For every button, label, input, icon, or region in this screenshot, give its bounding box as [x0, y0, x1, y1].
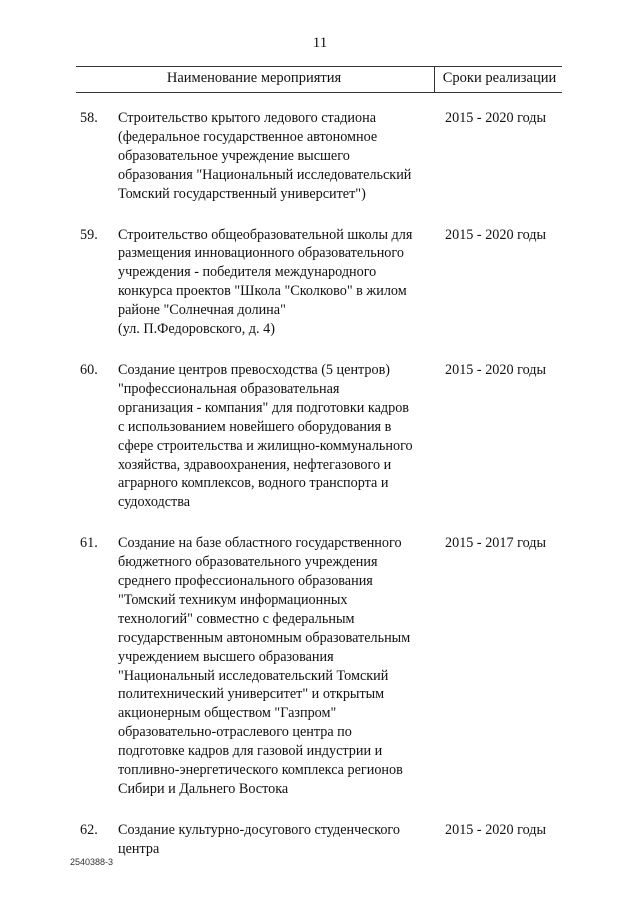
list-item	[80, 361, 560, 512]
page-number: 11	[312, 35, 328, 51]
description-line: хозяйства, здравоохранения, нефтегазового и	[118, 456, 392, 473]
description-line: учреждения - победителя международного	[118, 264, 377, 281]
description-line: акционерным обществом "Газпром"	[118, 705, 337, 722]
column-header-name: Наименование мероприятия	[166, 70, 342, 86]
table-header	[76, 66, 562, 93]
description-line: бюджетного образовательного учреждения	[118, 554, 378, 571]
description-line: Сибири и Дальнего Востока	[118, 781, 289, 797]
list-item	[80, 534, 560, 799]
description-line: топливно-энергетического комплекса регионов	[118, 762, 403, 779]
description-line: Создание центров превосходства (5 центров)	[118, 361, 391, 378]
description-line: Строительство крытого ледового стадиона	[118, 110, 377, 126]
item-description	[118, 534, 438, 799]
item-description	[118, 361, 438, 512]
item-description	[118, 821, 438, 859]
item-description	[118, 226, 438, 339]
description-line: образовательное учреждение высшего	[118, 147, 350, 164]
description-line: с использованием новейшего оборудования в	[118, 418, 392, 435]
description-line: среднего профессионального образования	[118, 573, 373, 590]
item-number: 62.	[80, 821, 98, 838]
description-line: организация - компания" для подготовки кадров	[118, 399, 409, 416]
description-line: технологий" совместно с федеральным	[118, 610, 355, 627]
list-item	[80, 226, 560, 339]
description-line: размещения инновационного образовательного	[118, 245, 404, 262]
description-line: конкурса проектов "Школа "Сколково" в жилом	[118, 283, 407, 300]
description-line: аграрного комплексов, водного транспорта и	[118, 475, 389, 492]
description-line: судоходства	[118, 494, 191, 511]
column-divider	[434, 67, 435, 92]
description-line: образования "Национальный исследовательский	[118, 166, 412, 183]
description-line: Томский государственный университет")	[118, 185, 366, 202]
list-item	[80, 109, 560, 204]
description-line: "профессиональная образовательная	[118, 380, 340, 397]
item-number: 59.	[80, 226, 98, 243]
item-description	[118, 109, 438, 204]
item-term: 2015 - 2020 годы	[445, 361, 547, 378]
description-line: сфере строительства и жилищно-коммунального	[118, 437, 413, 454]
item-term: 2015 - 2020 годы	[445, 821, 547, 838]
description-line: (федеральное государственное автономное	[118, 128, 378, 145]
list-item	[80, 821, 560, 859]
description-line: (ул. П.Федоровского, д. 4)	[118, 321, 275, 338]
description-line: образовательно-отраслевого центра по	[118, 724, 352, 741]
description-line: районе "Солнечная долина"	[118, 302, 286, 319]
column-header-term: Сроки реализации	[442, 70, 557, 86]
item-number: 60.	[80, 361, 98, 378]
item-number: 61.	[80, 535, 98, 552]
description-line: "Национальный исследовательский Томский	[118, 667, 389, 684]
description-line: государственным автономным образовательным	[118, 629, 411, 646]
description-line: центра	[118, 840, 160, 857]
description-line: подготовке кадров для газовой индустрии и	[118, 743, 383, 760]
description-line: учреждением высшего образования	[118, 648, 334, 665]
description-line: Строительство общеобразовательной школы для	[118, 226, 413, 243]
measures-list	[80, 109, 560, 881]
item-number: 58.	[80, 110, 98, 126]
description-line: "Томский техникум информационных	[118, 591, 348, 608]
description-line: Создание культурно-досугового студенческого	[118, 821, 400, 838]
item-term: 2015 - 2020 годы	[445, 110, 547, 126]
item-term: 2015 - 2017 годы	[445, 535, 547, 552]
document-code: 2540388-3	[70, 857, 114, 867]
description-line: Создание на базе областного государственного	[118, 535, 402, 552]
item-term: 2015 - 2020 годы	[445, 226, 547, 243]
description-line: политехнический университет" и открытым	[118, 686, 385, 703]
